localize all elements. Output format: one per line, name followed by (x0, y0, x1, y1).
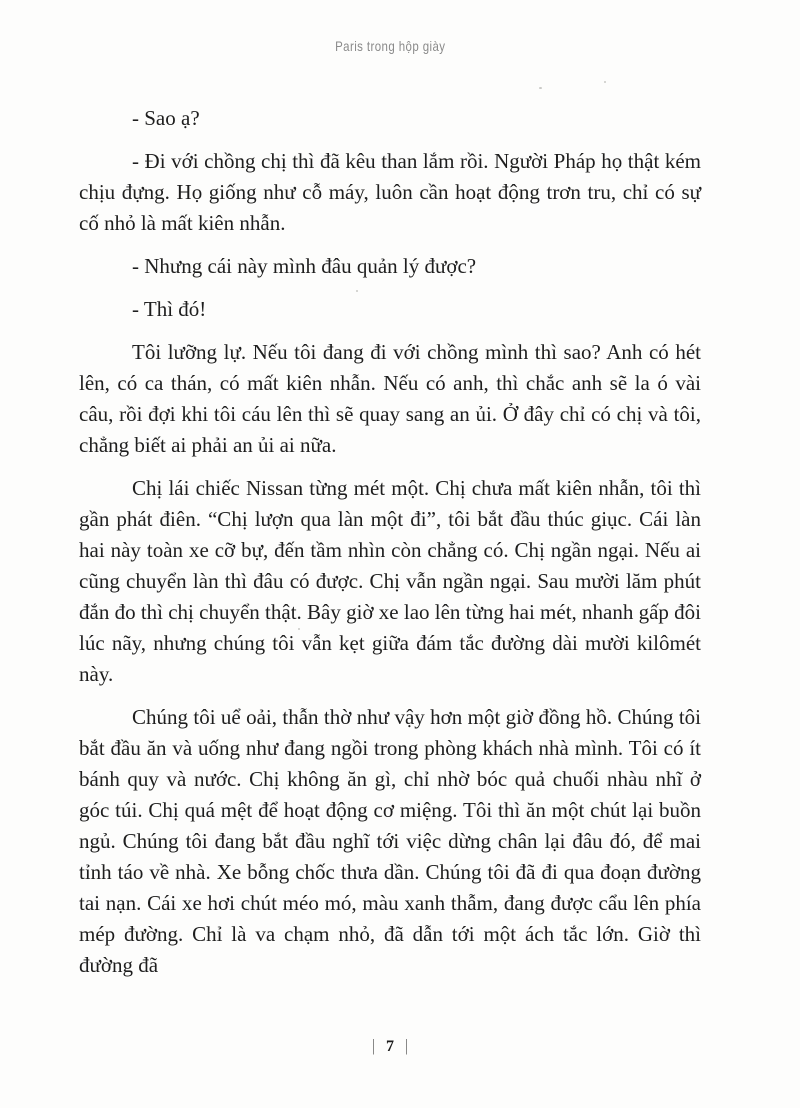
page-body-text (79, 103, 701, 993)
body-paragraph: - Sao ạ? (132, 106, 200, 130)
scan-speck (539, 87, 542, 89)
body-paragraph: Tôi lưỡng lự. Nếu tôi đang đi với chồng mình thì sao? Anh có hét lên, có ca thán, có mất kiên nhẫn. Nếu có anh, thì chắc anh sẽ la ó vài câu, rồi đợi khi tôi cáu lên thì sẽ quay sang an ủi. Ở đây chỉ có chị và tôi, chẳng biết ai phải an ủi ai nữa. (79, 340, 701, 457)
body-paragraph: - Nhưng cái này mình đâu quản lý được? (132, 254, 477, 278)
page-number: 7 (386, 1038, 394, 1055)
body-paragraph: - Thì đó! (132, 297, 207, 321)
page-footer (79, 1036, 701, 1056)
page-number-separator-right: | (405, 1036, 408, 1055)
body-paragraph: Chúng tôi uể oải, thẫn thờ như vậy hơn một giờ đồng hồ. Chúng tôi bắt đầu ăn và uống như đang ngồi trong phòng khách nhà mình. Tôi có ít bánh quy và nước. Chị không ăn gì, chỉ nhờ bóc quả chuối nhàu nhĩ ở góc túi. Chị quá mệt để hoạt động cơ miệng. Tôi thì ăn một chút lại buồn ngủ. Chúng tôi đang bắt đầu nghĩ tới việc dừng chân lại đâu đó, để mai tỉnh táo về nhà. Xe bỗng chốc thưa dần. Chúng tôi đã đi qua đoạn đường tai nạn. Cái xe hơi chút méo mó, màu xanh thẫm, đang được cẩu lên phía mép đường. Chỉ là va chạm nhỏ, đã dẫn tới một ách tắc lớn. Giờ thì đường đã (79, 705, 701, 977)
book-title-header: Paris trong hộp giày (334, 38, 446, 54)
body-paragraph: - Đi với chồng chị thì đã kêu than lắm rồi. Người Pháp họ thật kém chịu đựng. Họ giống như cỗ máy, luôn cần hoạt động trơn tru, chỉ có sự cố nhỏ là mất kiên nhẫn. (79, 149, 701, 235)
body-paragraph: Chị lái chiếc Nissan từng mét một. Chị chưa mất kiên nhẫn, tôi thì gần phát điên. “Chị lượn qua làn một đi”, tôi bắt đầu thúc giục. Cái làn hai này toàn xe cỡ bự, đến tầm nhìn còn chẳng có. Chị ngần ngại. Nếu ai cũng chuyển làn thì đâu có được. Chị vẫn ngần ngại. Sau mười lăm phút đắn đo thì chị chuyển thật. Bây giờ xe lao lên từng hai mét, nhanh gấp đôi lúc nãy, nhưng chúng tôi vẫn kẹt giữa đám tắc đường dài mười kilômét này. (79, 476, 702, 686)
page-number-separator-left: | (372, 1036, 375, 1055)
scan-speck (604, 81, 606, 83)
running-header (79, 38, 701, 56)
